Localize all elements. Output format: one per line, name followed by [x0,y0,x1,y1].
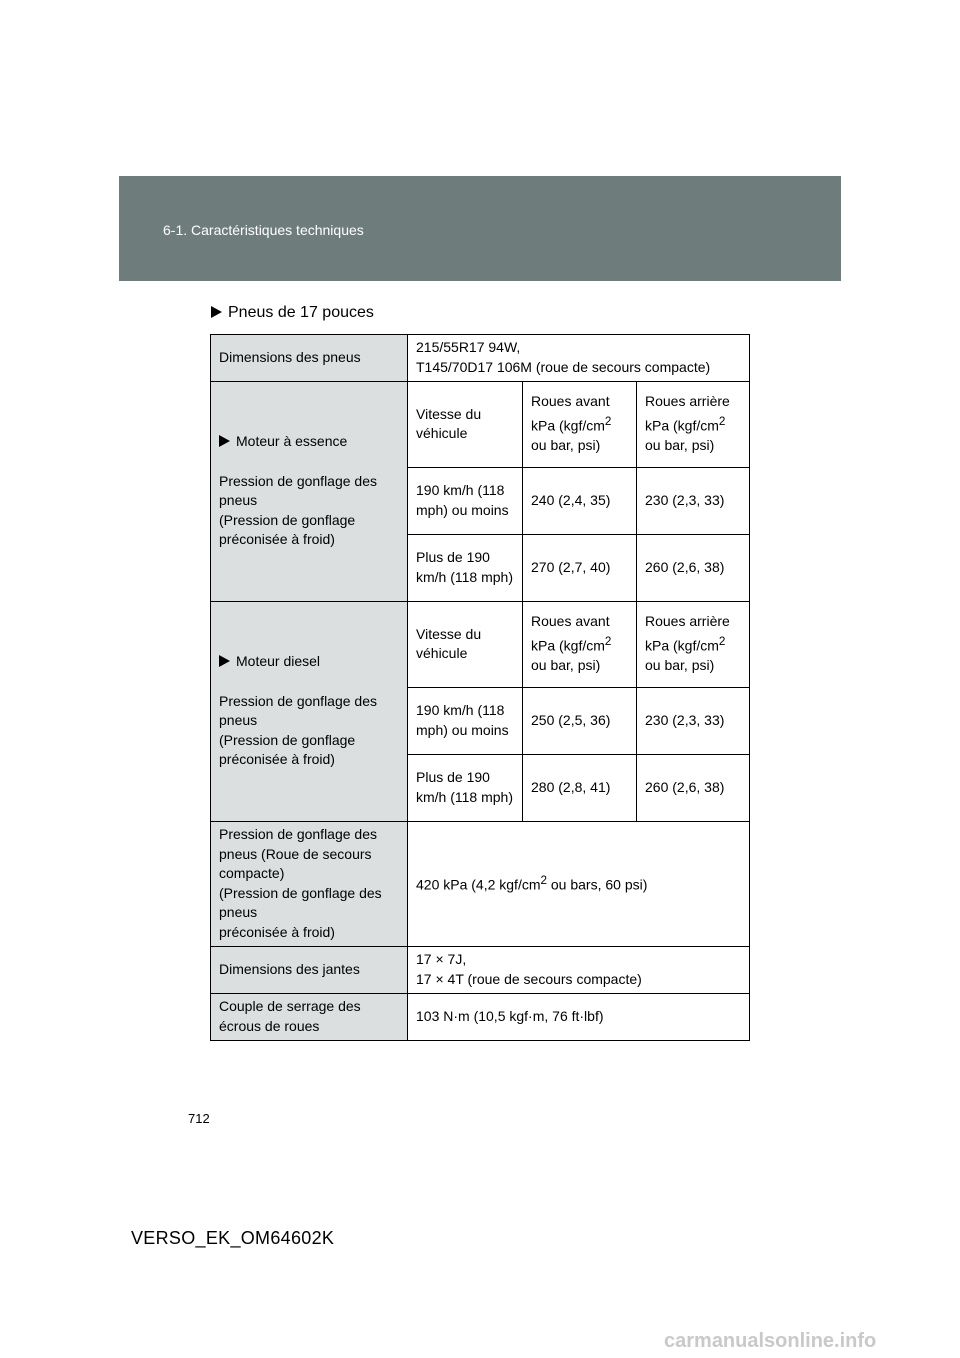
spare-value-post: ou bars, 60 psi) [550,877,648,894]
torque-value: 103 N·m (10,5 kgf·m, 76 ft·lbf) [408,994,750,1041]
spare-value-sup: 2 [540,874,547,888]
spare-label-line1: Pression de gonflage des pneus (Roue de secours compacte) [219,826,377,881]
row-spare [211,822,750,947]
petrol-pressure-line1: Pression de gonflage des pneus [219,472,377,509]
triangle-bullet-icon [211,306,222,318]
rear-header-sup: 2 [718,414,726,428]
row-torque [211,994,750,1041]
rear-header-pre: Roues arrière kPa (kgf/cm [645,393,730,434]
tire-size-label: Dimensions des pneus [211,335,408,382]
front-header-pre: Roues avant kPa (kgf/cm [531,613,610,654]
petrol-engine-text: Moteur à essence [236,433,348,450]
tire-spec-table [210,334,750,1041]
petrol-engine-title [219,432,399,452]
diesel-rear-over: 260 (2,6, 38) [637,755,750,822]
diesel-speed-under: 190 km/h (118 mph) ou moins [408,688,523,755]
diesel-front-over: 280 (2,8, 41) [523,755,637,822]
petrol-rear-under: 230 (2,3, 33) [637,468,750,535]
front-header-sup: 2 [604,414,612,428]
diesel-pressure-label [211,602,408,822]
petrol-rear-over: 260 (2,6, 38) [637,535,750,602]
triangle-bullet-icon [219,655,230,667]
spare-label-line2: (Pression de gonflage des pneus [219,884,382,920]
tire-size-value-line2: T145/70D17 106M (roue de secours compacte) [416,358,711,375]
diesel-speed-over: Plus de 190 km/h (118 mph) [408,755,523,822]
wheel-size-line2: 17 × 4T (roue de secours compacte) [416,970,642,987]
spare-label-line3: préconisée à froid) [219,923,335,940]
header-band [119,176,841,281]
rear-header-post: ou bar, psi) [645,437,715,454]
row-wheel-size [211,947,750,994]
petrol-front-header [523,382,637,468]
spare-pressure-value [408,822,750,947]
wheel-size-label: Dimensions des jantes [211,947,408,994]
petrol-pressure-label [211,382,408,602]
page-number: 712 [188,1111,210,1126]
spare-value-pre: 420 kPa (4,2 kgf/cm [416,877,541,894]
petrol-speed-header: Vitesse du véhicule [408,382,523,468]
diesel-speed-header: Vitesse du véhicule [408,602,523,688]
diesel-front-under: 250 (2,5, 36) [523,688,637,755]
petrol-front-over: 270 (2,7, 40) [523,535,637,602]
petrol-header-row [211,382,750,468]
diesel-engine-text: Moteur diesel [236,653,321,670]
front-header-post: ou bar, psi) [531,437,601,454]
subtitle-text: Pneus de 17 pouces [228,304,374,321]
tire-size-value-line1: 215/55R17 94W, [416,339,521,355]
rear-header-post: ou bar, psi) [645,657,715,674]
petrol-speed-under: 190 km/h (118 mph) ou moins [408,468,523,535]
diesel-rear-under: 230 (2,3, 33) [637,688,750,755]
front-header-pre: Roues avant kPa (kgf/cm [531,393,610,434]
diesel-engine-title [219,652,399,672]
section-title: 6-1. Caractéristiques techniques [163,222,364,238]
petrol-pressure-line2: (Pression de gonflage préconisée à froid) [219,511,356,548]
petrol-speed-over: Plus de 190 km/h (118 mph) [408,535,523,602]
wheel-size-value [408,947,750,994]
spare-pressure-label [211,822,408,947]
diesel-pressure-line2: (Pression de gonflage préconisée à froid) [219,731,356,768]
diesel-header-row [211,602,750,688]
diesel-front-header [523,602,637,688]
front-header-post: ou bar, psi) [531,657,601,674]
rear-header-pre: Roues arrière kPa (kgf/cm [645,613,730,654]
footer-code: VERSO_EK_OM64602K [131,1228,335,1248]
watermark: carmanualsonline.info [664,1330,877,1352]
wheel-size-line1: 17 × 7J, [416,951,467,967]
diesel-rear-header [637,602,750,688]
diesel-pressure-line1: Pression de gonflage des pneus [219,692,377,729]
row-tire-size [211,335,750,382]
petrol-front-under: 240 (2,4, 35) [523,468,637,535]
petrol-rear-header [637,382,750,468]
rear-header-sup: 2 [718,634,726,648]
torque-label: Couple de serrage des écrous de roues [211,994,408,1041]
triangle-bullet-icon [219,435,230,447]
tire-size-value [408,335,750,382]
front-header-sup: 2 [604,634,612,648]
subtitle [211,304,374,322]
